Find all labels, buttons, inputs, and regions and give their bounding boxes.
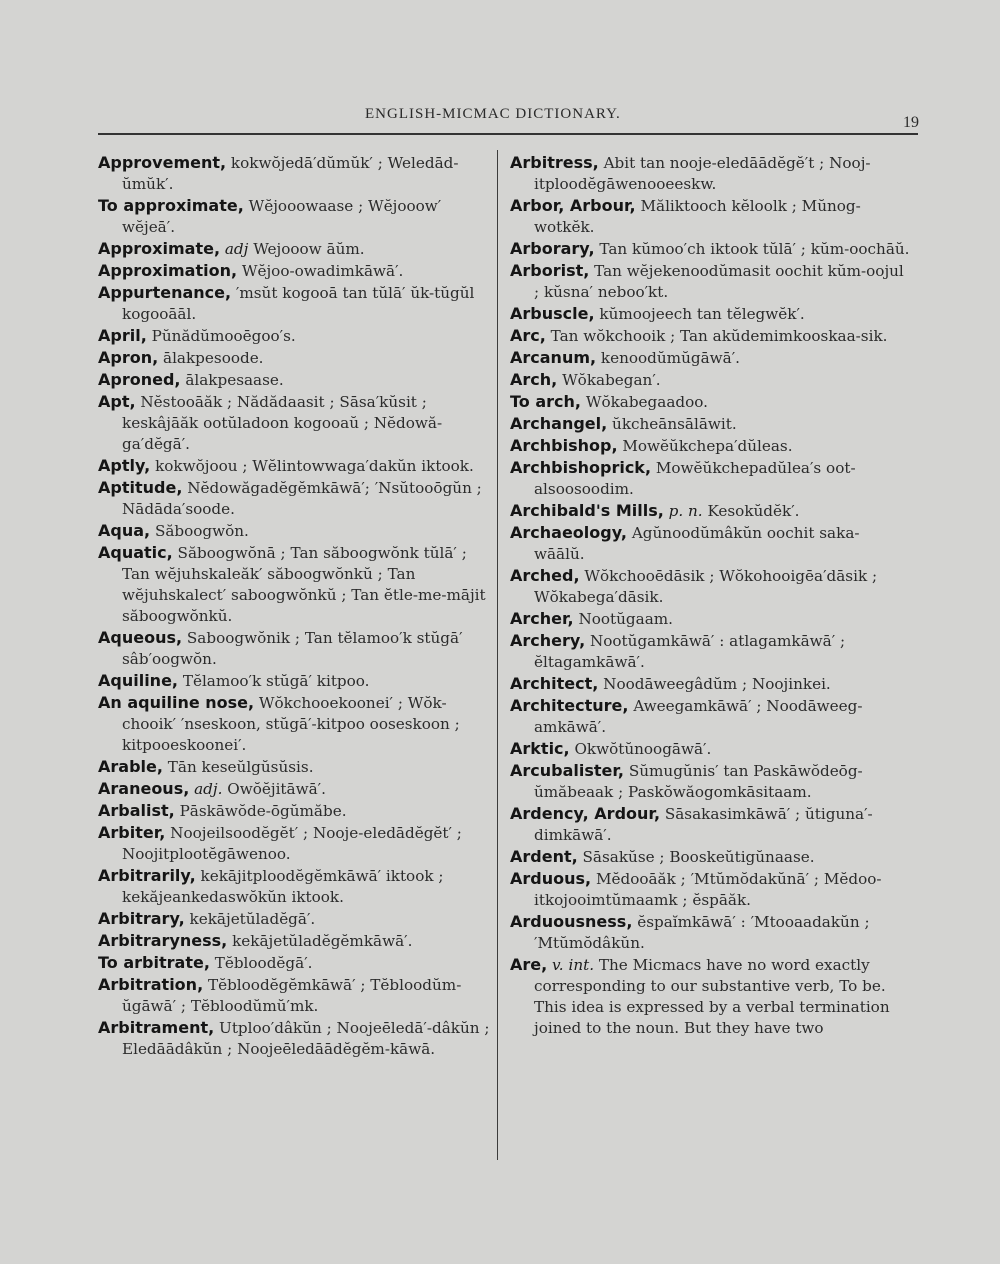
entry-definition: Mĕdooāăk ; ′Mtŭmŏdakŭnā′ ; Mĕdoo-itkojooimtŭmaamk ; ĕspāăk. [534, 870, 882, 909]
entry-headword: Architecture, [510, 696, 629, 715]
entry-headword: Arc, [510, 326, 546, 345]
entry-definition: Sāsakŭse ; Booskeŭtigŭnaase. [582, 848, 815, 866]
entry-definition: Wĕjoo-owadimkāwā′. [241, 262, 404, 280]
dictionary-entry [98, 974, 498, 1017]
dictionary-entry [510, 152, 910, 195]
entry-headword: Arbiter, [98, 823, 166, 842]
entry-headword: Appurtenance, [98, 283, 232, 302]
dictionary-entry [98, 282, 498, 325]
entry-definition: Nootŭgaam. [578, 610, 673, 628]
entry-headword: Arched, [510, 566, 580, 585]
dictionary-entry [98, 756, 498, 778]
dictionary-entry [98, 520, 498, 542]
dictionary-entry [510, 565, 910, 608]
dictionary-entry [98, 455, 498, 477]
dictionary-entry [510, 608, 910, 630]
entry-headword: To approximate, [98, 196, 244, 215]
entry-headword: Archery, [510, 631, 586, 650]
entry-definition: Măliktooch kĕloolk ; Mŭnog-wotkĕk. [534, 197, 861, 236]
entry-headword: Arch, [510, 370, 558, 389]
dictionary-entry [98, 542, 498, 627]
entry-definition: kenoodŭmŭgāwā′. [600, 349, 740, 367]
entry-definition: Tan kŭmoo′ch iktook tŭlā′ ; kŭm-oochāŭ. [599, 240, 910, 258]
entry-headword: Arborary, [510, 239, 595, 258]
dictionary-entry [98, 778, 498, 800]
entry-headword: Architect, [510, 674, 599, 693]
entry-definition: Wĕjooowaase ; Wĕjooow′ wĕjeā′. [122, 197, 442, 236]
dictionary-entry [510, 260, 910, 303]
entry-headword: Arduousness, [510, 912, 633, 931]
entry-definition: Wŏkchooekoonei′ ; Wŏk-chooik′ ′nseskoon, stŭgā′-kitpoo ooseskoon ; kitpooeskoonei′. [122, 694, 460, 754]
dictionary-entry [98, 369, 498, 391]
dictionary-entry [510, 195, 910, 238]
entry-headword: To arbitrate, [98, 953, 210, 972]
entry-headword: Arbitrary, [98, 909, 185, 928]
dictionary-entry [510, 347, 910, 369]
entry-headword: Arbitrament, [98, 1018, 215, 1037]
entry-definition: kekājetŭladĕgĕmkāwā′. [232, 932, 413, 950]
entry-headword: Aqueous, [98, 628, 183, 647]
dictionary-entry [510, 846, 910, 868]
part-of-speech: p. n. [668, 502, 703, 520]
entry-definition: kekājitploodĕgĕmkāwā′ iktook ; kekăjeankedaswŏkŭn iktook. [122, 867, 444, 906]
dictionary-entry [98, 391, 498, 455]
dictionary-entry [510, 911, 910, 954]
entry-headword: Arbitraryness, [98, 931, 228, 950]
entry-headword: Ardent, [510, 847, 578, 866]
dictionary-entry [510, 391, 910, 413]
entry-definition: ālakpesoode. [163, 349, 264, 367]
entry-definition: Tan wŏkchooik ; Tan akŭdemimkooskaa-sik. [550, 327, 888, 345]
entry-headword: Arcanum, [510, 348, 597, 367]
entry-headword: April, [98, 326, 147, 345]
dictionary-entry [510, 673, 910, 695]
entry-headword: Arduous, [510, 869, 592, 888]
dictionary-entry [98, 1017, 498, 1060]
entry-definition: Owŏĕjitāwā′. [227, 780, 326, 798]
entry-headword: Are, [510, 955, 548, 974]
entry-headword: Apron, [98, 348, 159, 367]
right-column [510, 152, 910, 1039]
dictionary-entry [510, 868, 910, 911]
dictionary-entry [510, 238, 910, 260]
entry-headword: Arable, [98, 757, 163, 776]
entry-definition: Tān keseŭlgŭsŭsis. [167, 758, 314, 776]
entry-headword: Archibald's Mills, [510, 501, 664, 520]
entry-definition: Tĕbloodĕgā′. [214, 954, 313, 972]
entry-headword: Approximation, [98, 261, 238, 280]
dictionary-entry [510, 738, 910, 760]
entry-definition: ′msŭt kogooā tan tŭlā′ ŭk-tŭgŭl kogooāāl. [122, 284, 475, 323]
entry-definition: kokwŏjoou ; Wĕlintowwaga′dakŭn iktook. [155, 457, 474, 475]
entry-definition: Wŏkchooēdāsik ; Wŏkohooigēa′dāsik ; Wŏkabega′dāsik. [534, 567, 878, 606]
entry-headword: Archangel, [510, 414, 608, 433]
entry-definition: Noodāweegâdŭm ; Noojinkei. [603, 675, 831, 693]
entry-headword: Approvement, [98, 153, 227, 172]
entry-definition: Mowĕŭkchepa′dŭleas. [622, 437, 793, 455]
entry-definition: Nĕstooāăk ; Nădădaasit ; Sāsa′kŭsit ; keskâjāăk ootŭladoon kogooaŭ ; Nĕdowă-ga′dĕgā′. [122, 393, 443, 453]
entry-definition: Sŭmugŭnis′ tan Paskāwŏdeōg-ŭmăbeaak ; Paskŏwăogomkāsitaam. [534, 762, 863, 801]
entry-definition: ŭkcheānsālāwit. [612, 415, 737, 433]
dictionary-entry [98, 477, 498, 520]
entry-definition: Pŭnădŭmooēgoo′s. [151, 327, 296, 345]
dictionary-entry [510, 325, 910, 347]
running-title: ENGLISH-MICMAC DICTIONARY. [365, 106, 621, 122]
entry-definition: Mowĕŭkchepadŭlea′s oot-alsoosoodim. [534, 459, 856, 498]
entry-definition: Wŏkabegaadoo. [585, 393, 708, 411]
entry-definition: Tĕlamoo′k stŭgā′ kitpoo. [182, 672, 370, 690]
dictionary-entry [510, 369, 910, 391]
dictionary-entry [98, 260, 498, 282]
dictionary-entry [98, 930, 498, 952]
entry-headword: Arktic, [510, 739, 570, 758]
entry-headword: Archbishoprick, [510, 458, 652, 477]
entry-headword: Arbitrarily, [98, 866, 196, 885]
entry-headword: Arborist, [510, 261, 590, 280]
entry-definition: Utploo′dâkŭn ; Noojeēledā′-dâkŭn ; Eledāādâkŭn ; Noojeēledāādĕgĕm-kāwā. [122, 1019, 490, 1058]
entry-definition: Săboogwŏn. [154, 522, 249, 540]
entry-headword: Aquiline, [98, 671, 178, 690]
left-column [98, 152, 498, 1060]
entry-headword: Arbuscle, [510, 304, 595, 323]
dictionary-entry [98, 822, 498, 865]
entry-definition: Okwŏtŭnoogāwā′. [574, 740, 712, 758]
entry-headword: Archer, [510, 609, 574, 628]
dictionary-entry [510, 522, 910, 565]
entry-definition: Abit tan nooje-eledāādĕgĕ′t ; Nooj-itploodĕgāwenooeeskw. [534, 154, 871, 193]
entry-definition: Pāskāwŏde-ōgŭmăbe. [179, 802, 347, 820]
entry-definition: Aweegamkāwā′ ; Noodāweeg-amkāwā′. [534, 697, 863, 736]
entry-definition: ālakpesaase. [185, 371, 284, 389]
entry-definition: Nootŭgamkāwā′ : atlagamkāwā′ ; ĕltagamkāwā′. [534, 632, 846, 671]
entry-headword: Aquatic, [98, 543, 173, 562]
dictionary-entry [98, 347, 498, 369]
entry-definition: Wŏkabegan′. [562, 371, 661, 389]
dictionary-entry [98, 908, 498, 930]
entry-definition: Tĕbloodĕgĕmkāwā′ ; Tĕbloodŭm-ŭgāwā′ ; Tĕbloodŭmŭ′mk. [122, 976, 462, 1015]
entry-definition: Noojeilsoodĕgĕt′ ; Nooje-eledādĕgĕt′ ; Noojitplootĕgāwenoo. [122, 824, 462, 863]
dictionary-entry [510, 500, 910, 522]
dictionary-entry [98, 865, 498, 908]
entry-headword: Aproned, [98, 370, 181, 389]
entry-headword: Archbishop, [510, 436, 618, 455]
entry-definition: kokwŏjedā′dŭmŭk′ ; Weledād-ŭmŭk′. [122, 154, 459, 193]
entry-headword: An aquiline nose, [98, 693, 255, 712]
entry-definition: ĕspaĭmkāwā′ : ′Mtooaadakŭn ; ′Mtŭmŏdâkŭn. [534, 913, 870, 952]
entry-headword: Archaeology, [510, 523, 627, 542]
entry-definition: Tan wĕjekenoodŭmasit oochit kŭm-oojul ; kŭsna′ neboo′kt. [534, 262, 904, 301]
entry-headword: Arcubalister, [510, 761, 625, 780]
part-of-speech: adj. [194, 780, 223, 798]
page-number: 19 [903, 114, 919, 131]
part-of-speech: v. int. [552, 956, 595, 974]
dictionary-entry [510, 630, 910, 673]
entry-definition: Săboogwŏnā ; Tan săboogwŏnk tŭlā′ ; Tan wĕjuhskaleăk′ săboogwŏnkŭ ; Tan wĕjuhskalect′ saboogwŏnkŭ ; Tan ĕtle-me-mājit săboogwŏnkŭ. [122, 544, 486, 625]
entry-definition: Sāsakasimkāwā′ ; ŭtiguna′-dimkāwā′. [534, 805, 873, 844]
page-header [0, 106, 1000, 130]
dictionary-entry [98, 670, 498, 692]
part-of-speech: adj [224, 240, 249, 258]
dictionary-entry [510, 413, 910, 435]
dictionary-entry [510, 954, 910, 1039]
dictionary-entry [510, 803, 910, 846]
dictionary-entry [98, 238, 498, 260]
dictionary-entry [510, 435, 910, 457]
dictionary-entry [510, 695, 910, 738]
entry-definition: The Micmacs have no word exactly corresponding to our substantive verb, To be. This idea is expressed by a verbal termination joined to the noun. But they have two [534, 956, 890, 1037]
dictionary-entry [510, 457, 910, 500]
entry-headword: To arch, [510, 392, 581, 411]
dictionary-entry [98, 800, 498, 822]
entry-headword: Arbitress, [510, 153, 599, 172]
dictionary-entry [510, 760, 910, 803]
entry-headword: Araneous, [98, 779, 190, 798]
entry-definition: Kesokŭdĕk′. [707, 502, 800, 520]
entry-definition: Nĕdowăgadĕgĕmkāwā′; ′Nsŭtooōgŭn ; Nādāda′soode. [122, 479, 482, 518]
entry-headword: Aptitude, [98, 478, 183, 497]
entry-definition: Wejooow āŭm. [253, 240, 365, 258]
dictionary-entry [98, 952, 498, 974]
dictionary-entry [98, 692, 498, 756]
dictionary-entry [510, 303, 910, 325]
entry-definition: kekājetŭladĕgā′. [189, 910, 316, 928]
entry-headword: Arbor, Arbour, [510, 196, 636, 215]
dictionary-entry [98, 195, 498, 238]
entry-headword: Aptly, [98, 456, 151, 475]
entry-headword: Arbitration, [98, 975, 204, 994]
entry-definition: kŭmoojeech tan tĕlegwĕk′. [599, 305, 805, 323]
dictionary-entry [98, 627, 498, 670]
entry-definition: Saboogwŏnik ; Tan tĕlamoo′k stŭgā′ sâb′oogwŏn. [122, 629, 463, 668]
entry-definition: Agŭnoodŭmâkŭn oochit saka-wāālŭ. [534, 524, 860, 563]
entry-headword: Apt, [98, 392, 136, 411]
entry-headword: Ardency, Ardour, [510, 804, 661, 823]
dictionary-entry [98, 325, 498, 347]
entry-headword: Arbalist, [98, 801, 175, 820]
dictionary-entry [98, 152, 498, 195]
entry-headword: Aqua, [98, 521, 151, 540]
entry-headword: Approximate, [98, 239, 221, 258]
header-rule [98, 133, 918, 135]
